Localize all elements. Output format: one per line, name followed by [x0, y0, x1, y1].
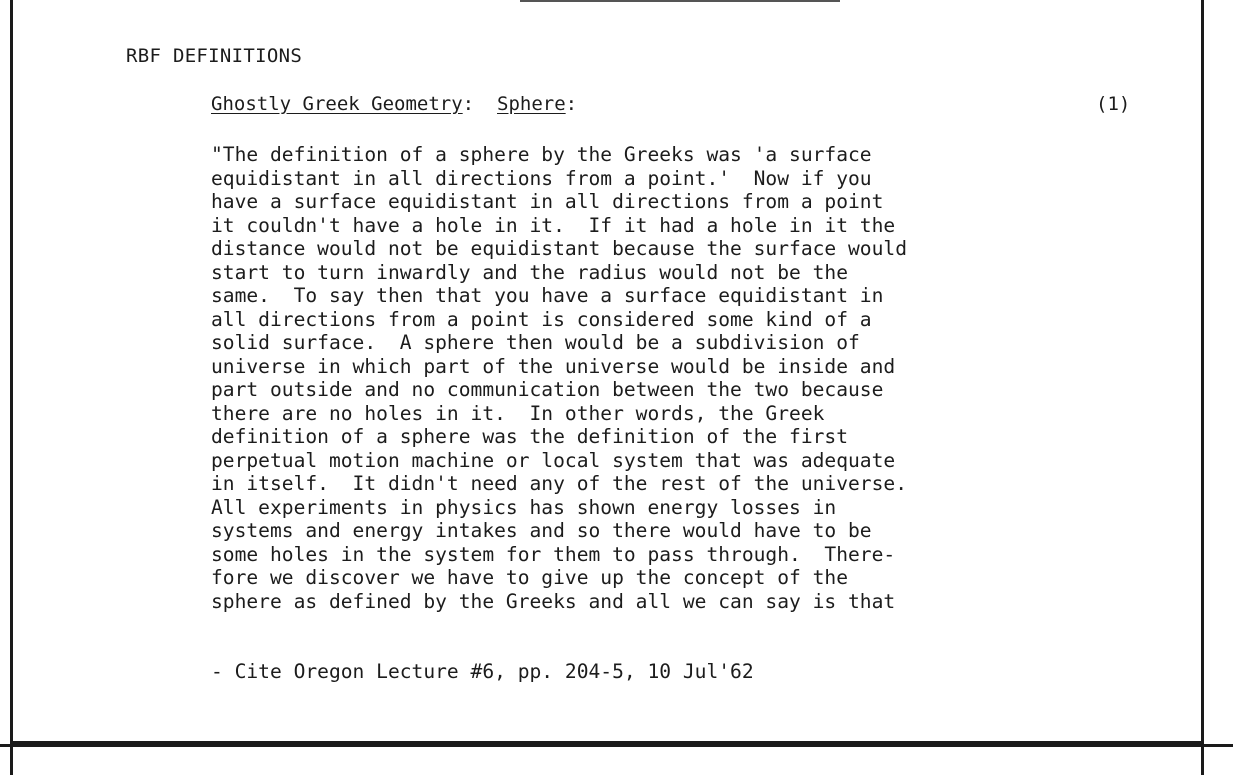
quote-line: equidistant in all directions from a point.' Now if you	[211, 166, 872, 190]
quote-line: start to turn inwardly and the radius would not be the	[211, 260, 849, 284]
quote-line: solid surface. A sphere then would be a subdivision of	[211, 331, 860, 354]
card-number: (1)	[1096, 93, 1131, 115]
quote-line: all directions from a point is considered some kind of a	[211, 307, 872, 331]
quote-line: there are no holes in it. In other words, the Greek	[211, 401, 825, 425]
quote-body	[211, 143, 1091, 613]
quote-line: All experiments in physics has shown energy losses in	[211, 495, 837, 519]
citation: - Cite Oregon Lecture #6, pp. 204-5, 10 Jul'62	[211, 660, 754, 683]
quote-line: fore we discover we have to give up the concept of the	[211, 566, 849, 589]
quote-line: systems and energy intakes and so there would have to be	[211, 519, 872, 542]
quote-line: some holes in the system for them to pass through. There-	[211, 542, 896, 566]
quote-line: universe in which part of the universe would be inside and	[211, 354, 896, 378]
term-heading	[211, 93, 1131, 115]
quote-line: part outside and no communication between the two because	[211, 378, 884, 401]
term-category: Ghostly Greek Geometry	[211, 93, 463, 115]
quote-line: in itself. It didn't need any of the rest of the universe.	[211, 472, 907, 495]
quote-line: sphere as defined by the Greeks and all we can say is that	[211, 589, 896, 613]
lower-card-left-edge	[10, 744, 13, 775]
quote-line: it couldn't have a hole in it. If it had a hole in it the	[211, 213, 896, 237]
term-name: Sphere	[497, 93, 566, 115]
lower-card-rule	[0, 744, 1233, 747]
section-header: RBF DEFINITIONS	[126, 45, 303, 67]
lower-card-right-edge	[1201, 744, 1204, 775]
quote-line: perpetual motion machine or local system that was adequate	[211, 448, 896, 472]
term-separator: :	[462, 93, 475, 115]
quote-line: have a surface equidistant in all directions from a point	[211, 190, 884, 213]
term-terminator: :	[565, 93, 578, 115]
quote-line: distance would not be equidistant because the surface would	[211, 237, 907, 260]
top-rule	[520, 0, 840, 2]
quote-line: definition of a sphere was the definition of the first	[211, 425, 849, 448]
quote-line: same. To say then that you have a surface equidistant in	[211, 284, 884, 307]
quote-line: "The definition of a sphere by the Greeks was 'a surface	[211, 143, 872, 166]
